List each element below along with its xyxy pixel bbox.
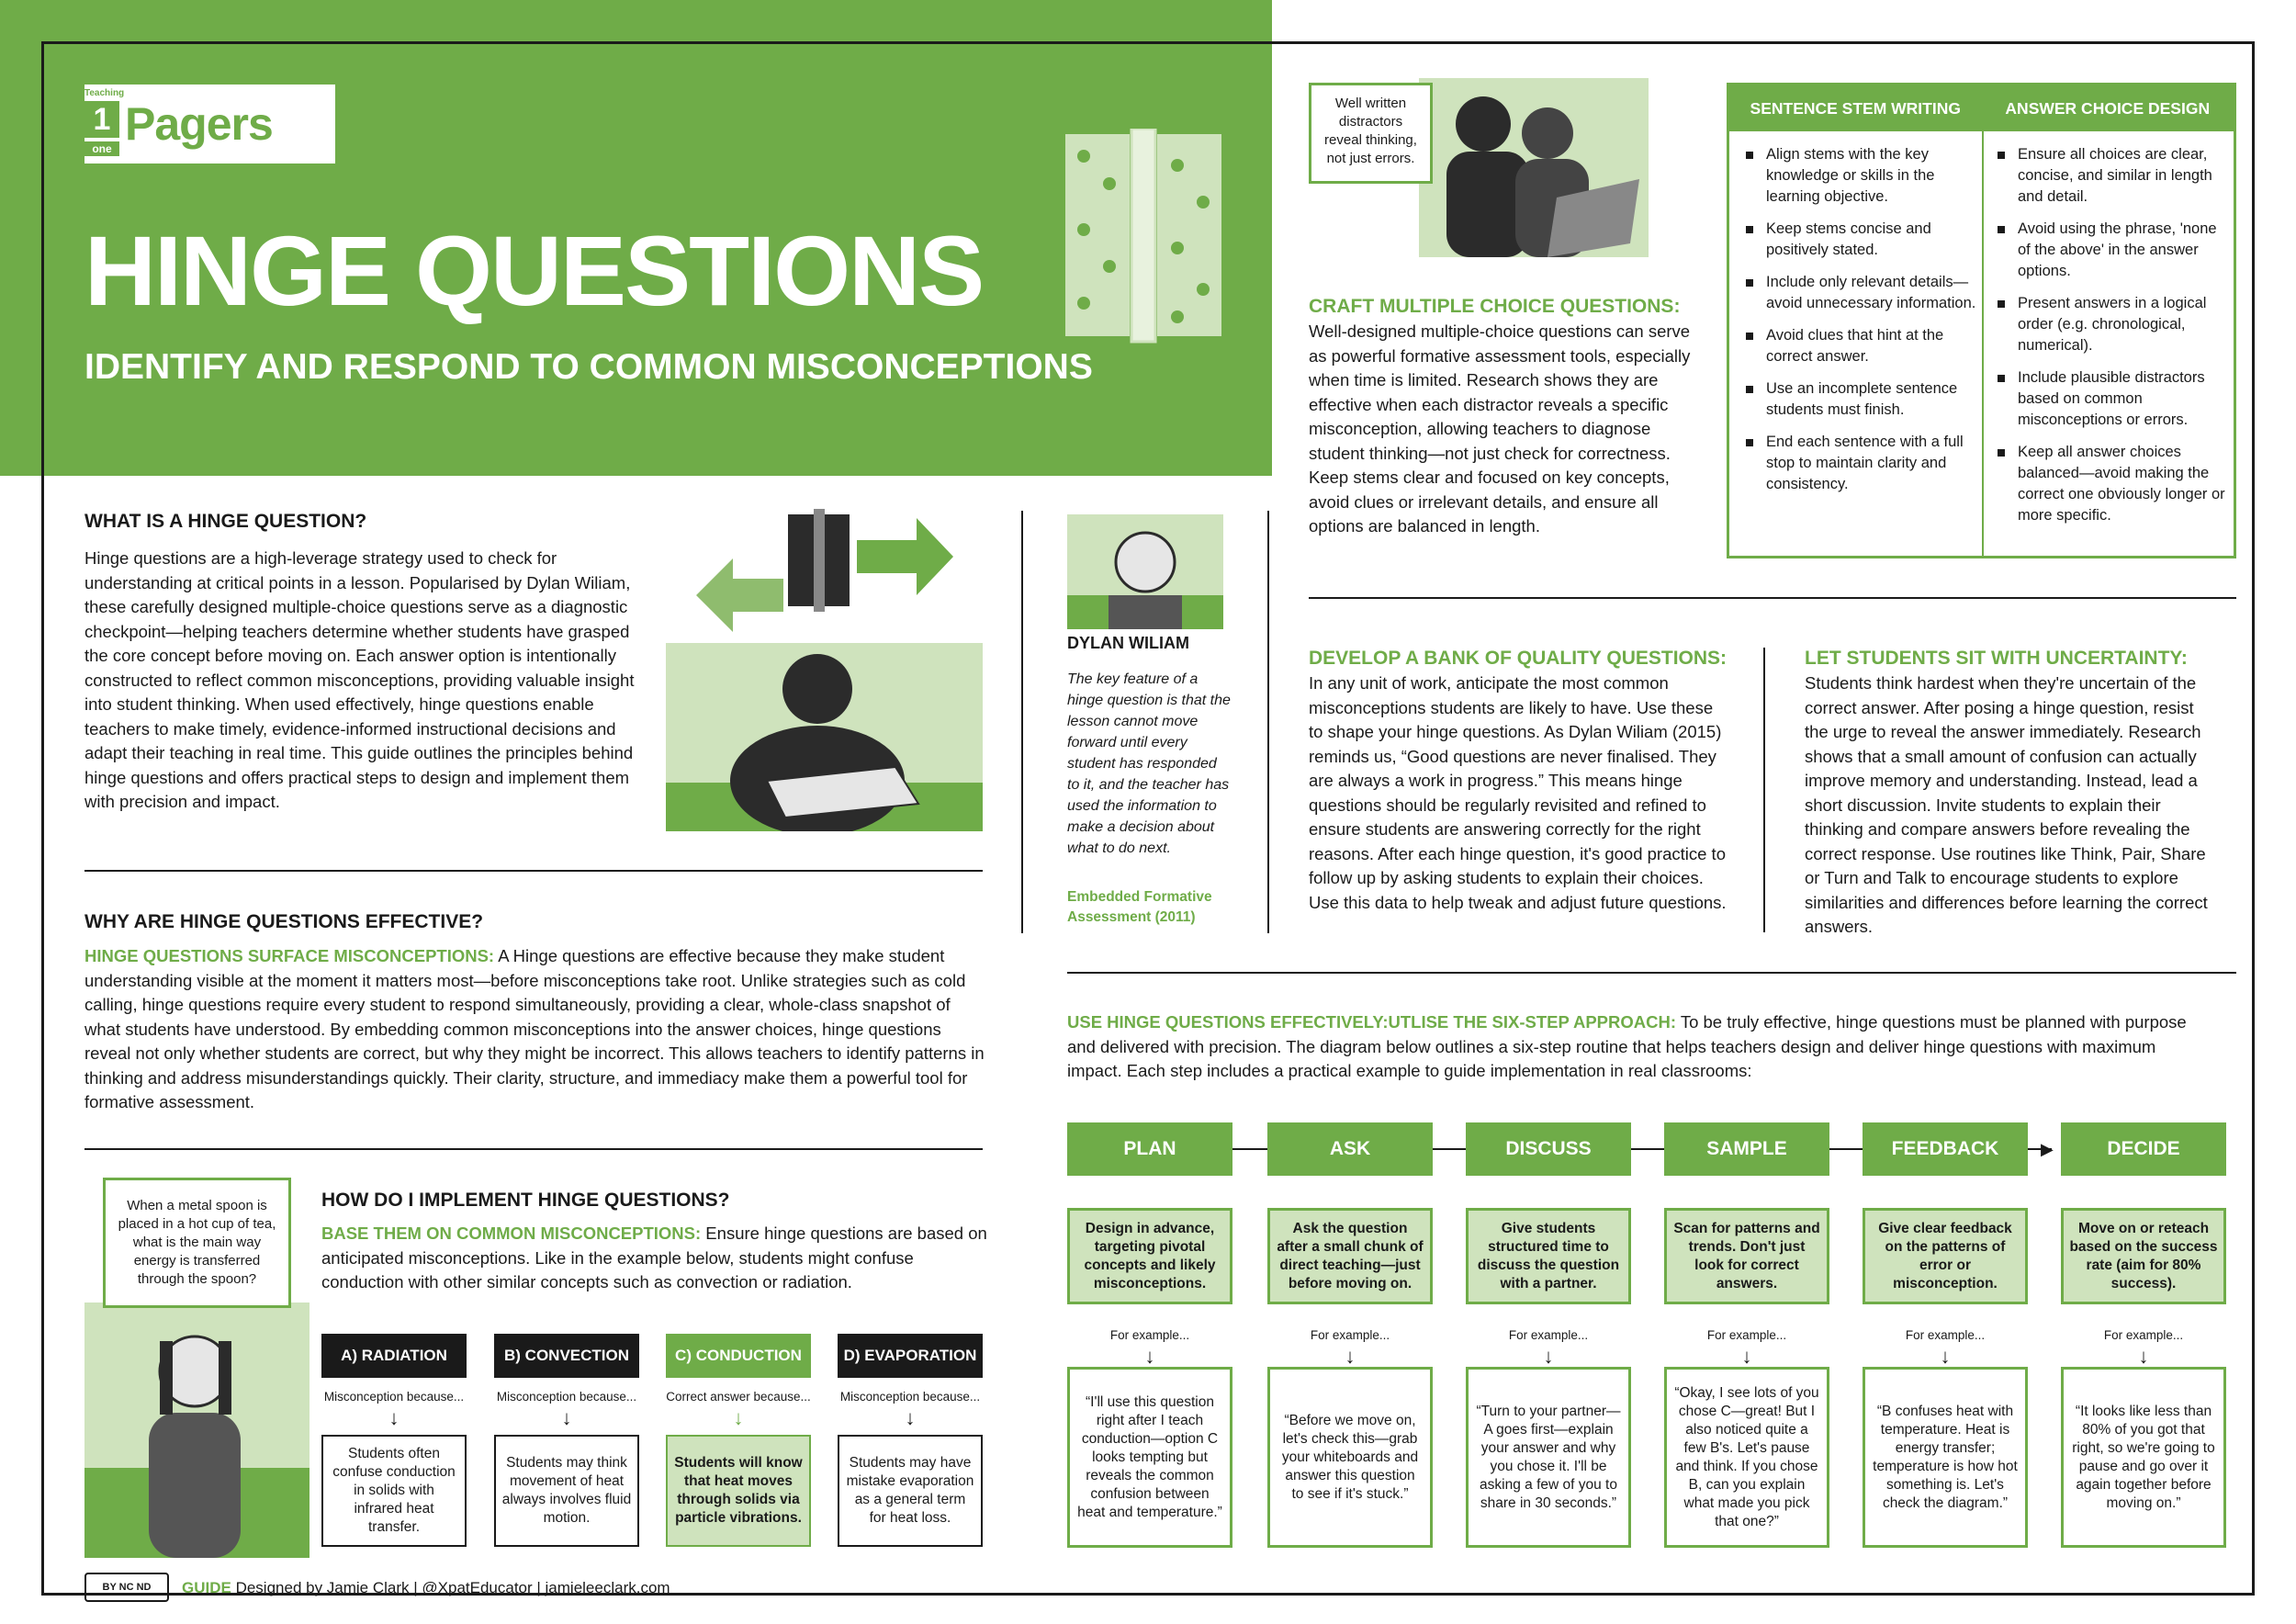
list-item: Avoid using the phrase, 'none of the above' in the answer options. [1988,219,2229,282]
teachingonepagers-logo [84,85,335,164]
list-item: Include plausible distractors based on common misconceptions or errors. [1988,367,2229,431]
footer-guide-label: GUIDE [182,1579,231,1596]
dylan-source: Embedded Formative Assessment (2011) [1067,889,1212,925]
page-subtitle: IDENTIFY AND RESPOND TO COMMON MISCONCEPTIONS [84,347,1093,387]
vertical-divider [1267,511,1269,933]
uncertainty-body: Students think hardest when they're uncertain of the correct answer. After posing a hinge question, resist the urge to reveal the answer immediately. Research shows that a small amount of confusion can actually improve memory and understanding. Instead, lead a short discussion. Invite students to explain their thinking and compare answers before revealing the correct response. Use routines like Think, Pair, Share or Turn and Talk to encourage students to explore similarities and differences before learning the correct answers. [1805,673,2208,936]
bank-body: In any unit of work, anticipate the most common misconceptions students are likely to have. Use these to shape your hinge questions. As Dylan Wiliam (2015) reminds us, “Good questions are never finalised. They are always a work in progress.” This means hinge questions should be regularly revisited and refined to ensure students are answering correctly for the right reasons. After each hinge question, it's good practice to follow up by asking students to explain their choices. Use this data to help tweak and adjust future questions. [1309,673,1727,912]
craft-heading: CRAFT MULTIPLE CHOICE QUESTIONS: [1309,296,1681,317]
option-c-caption: Correct answer because... [666,1390,811,1404]
table-header-stem: SENTENCE STEM WRITING [1729,85,1982,131]
teacher-illustration [84,1303,310,1558]
vertical-divider [1021,511,1023,933]
step-description: Give students structured time to discuss the question with a partner. [1466,1208,1631,1304]
craft-body: Well-designed multiple-choice questions can serve as powerful formative assessment tools, especially when time is limited. Research shows they are effective when each distractor reveals a specific misconception, allowing teachers to diagnose student thinking—not just check for correctness. Keep stems clear and focused on key concepts, avoid clues or irrelevant details, and ensure all options are balanced in length. [1309,321,1691,536]
step-example: “B confuses heat with temperature. Heat is energy transfer; temperature is how hot something is. Let's check the diagram.” [1863,1367,2028,1548]
down-arrow-icon: ↓ [1144,1345,1155,1368]
option-b-explanation: Students may think movement of heat always involves fluid motion. [494,1435,639,1547]
step-caption: For example... [1310,1328,1390,1342]
divider [1309,597,2236,599]
option-c-explanation: Students will know that heat moves through solids via particle vibrations. [666,1435,811,1547]
six-step-lead: USE HINGE QUESTIONS EFFECTIVELY:UTLISE THE SIX-STEP APPROACH: [1067,1012,1677,1032]
six-step-text: To be truly effective, hinge questions must be planned with purpose and delivered with precision. The diagram below outlines a six-step routine that helps teachers design and deliver hinge questions with maximum impact. Each step includes a practical example to guide implementation in real classrooms: [1067,1012,2187,1080]
table-divider [1982,131,1984,556]
step-discuss: DISCUSS [1466,1122,1631,1176]
implement-body [321,1222,987,1295]
what-heading: WHAT IS A HINGE QUESTION? [84,511,367,532]
list-item: Keep stems concise and positively stated. [1737,219,1977,261]
step-feedback: FEEDBACK [1863,1122,2028,1176]
why-lead: HINGE QUESTIONS SURFACE MISCONCEPTIONS: [84,946,495,965]
implement-text: Ensure hinge questions are based on anticipated misconceptions. Like in the example below, students might confuse conduction with other similar concepts such as convection or radiation. [321,1224,987,1291]
step-caption: For example... [1706,1328,1787,1342]
divider [84,1148,983,1150]
hinge-illustration [1065,129,1231,349]
list-item: Use an incomplete sentence students must finish. [1737,378,1977,421]
why-body [84,944,985,1115]
step-connector [1232,1148,1267,1150]
step-connector [1433,1148,1466,1150]
down-arrow-icon: ↓ [388,1406,400,1429]
couple-laptop-illustration [1419,78,1649,257]
what-body: Hinge questions are a high-leverage strategy used to check for understanding at critical points in a lesson. Popularised by Dylan Wiliam, these carefully designed multiple-choice questions serve as a diagnostic checkpoint—helping teachers determine whether students have grasped the core concept before moving on. Each answer option is intentionally constructed to reflect common misconceptions, providing valuable insight into student thinking. When used effectively, hinge questions enable teachers to make timely, evidence-informed instructional decisions and adapt their teaching in real time. This guide outlines the principles behind hinge questions and offers practical steps to design and implement them with precision and impact. [84,548,635,811]
option-d-caption: Misconception because... [839,1390,981,1404]
stem-writing-list [1737,144,1977,506]
table-header-choice: ANSWER CHOICE DESIGN [1982,85,2234,131]
list-item: Avoid clues that hint at the correct answer. [1737,325,1977,367]
step-example: “I'll use this question right after I teach conduction—option C looks tempting but reveals the common confusion between heat and temperature.” [1067,1367,1232,1548]
list-item: Present answers in a logical order (e.g. chronological, numerical). [1988,293,2229,356]
arrow-right-icon: ▶ [2041,1140,2054,1158]
step-caption: For example... [1109,1328,1190,1342]
down-arrow-icon: ↓ [1940,1345,1951,1368]
option-b-label: B) CONVECTION [494,1334,639,1378]
step-caption: For example... [1905,1328,1986,1342]
down-arrow-icon: ↓ [561,1406,572,1429]
step-connector [1631,1148,1664,1150]
step-description: Scan for patterns and trends. Don't just look for correct answers. [1664,1208,1829,1304]
dylan-name: DYLAN WILIAM [1067,634,1189,652]
list-item: Align stems with the key knowledge or skills in the learning objective. [1737,144,1977,208]
option-a-explanation: Students often confuse conduction in solids with infrared heat transfer. [321,1435,467,1547]
footer-credit [182,1579,670,1597]
logo-teaching-text: Teaching [84,88,125,98]
list-item: End each sentence with a full stop to maintain clarity and consistency. [1737,432,1977,495]
option-a-caption: Misconception because... [323,1390,465,1404]
implement-heading: HOW DO I IMPLEMENT HINGE QUESTIONS? [321,1190,730,1211]
cc-license-badge: BY NC ND [84,1573,169,1602]
step-description: Give clear feedback on the patterns of error or misconception. [1863,1208,2028,1304]
step-example: “Turn to your partner—A goes first—explain your answer and why you chose it. I'll be asking a few of you to share in 30 seconds.” [1466,1367,1631,1548]
list-item: Keep all answer choices balanced—avoid making the correct one obviously longer or more specific. [1988,442,2229,526]
step-example: “Okay, I see lots of you chose C—great! But I also noticed quite a few B's. Let's pause and think. If you chose B, can you explain what made you pick that one?” [1664,1367,1829,1548]
step-ask: ASK [1267,1122,1433,1176]
step-description: Design in advance, targeting pivotal concepts and likely misconceptions. [1067,1208,1232,1304]
step-example: “Before we move on, let's check this—grab your whiteboards and answer this question to see if it's stuck.” [1267,1367,1433,1548]
six-step-intro [1067,1010,2215,1084]
question-design-table [1727,83,2236,558]
list-item: Include only relevant details—avoid unnecessary information. [1737,272,1977,314]
logo-number-box: 1 [84,101,119,138]
why-text: A Hinge questions are effective because they make student understanding visible at the moment it matters most—before misconceptions take root. Unlike strategies such as cold calling, hinge questions require every student to respond simultaneously, providing a clear, whole-class snapshot of what students have understood. By embedding common misconceptions into the answer choices, hinge questions reveal not only whether students are correct, but why they might be incorrect. This allows teachers to identify patterns in thinking and address misunderstandings quickly. Their clarity, structure, and immediacy make them a powerful tool for formative assessment. [84,946,985,1111]
down-arrow-icon: ↓ [2138,1345,2149,1368]
page-title: HINGE QUESTIONS [84,215,984,326]
option-d-label: D) EVAPORATION [838,1334,983,1378]
question-speech-bubble: When a metal spoon is placed in a hot cup of tea, what is the main way energy is transferred through the spoon? [103,1178,291,1308]
down-arrow-icon: ↓ [905,1406,916,1429]
vertical-divider [1763,648,1765,932]
hinge-arrows-illustration [696,503,953,632]
divider [84,870,983,872]
logo-one-text: one [84,141,119,156]
option-b-caption: Misconception because... [496,1390,637,1404]
step-caption: For example... [2103,1328,2184,1342]
logo-pagers-text: Pagers [125,98,273,150]
down-arrow-icon: ↓ [1345,1345,1356,1368]
step-example: “It looks like less than 80% of you got that right, so we're going to pause and go over it again together before moving on.” [2061,1367,2226,1548]
down-arrow-icon: ↓ [1741,1345,1752,1368]
list-item: Ensure all choices are clear, concise, and similar in length and detail. [1988,144,2229,208]
uncertainty-heading: LET STUDENTS SIT WITH UNCERTAINTY: [1805,648,2188,669]
down-arrow-icon: ↓ [1543,1345,1554,1368]
divider [1067,972,2236,974]
step-plan: PLAN [1067,1122,1232,1176]
down-arrow-icon: ↓ [733,1406,744,1429]
student-thinking-illustration [666,643,983,831]
dylan-wiliam-portrait [1067,514,1223,629]
distractors-speech-bubble: Well written distractors reveal thinking, not just errors. [1309,83,1433,184]
option-a-label: A) RADIATION [321,1334,467,1378]
option-d-explanation: Students may have mistake evaporation as a general term for heat loss. [838,1435,983,1547]
dylan-quote: The key feature of a hinge question is that the lesson cannot move forward until every student has responded to it, and the teacher has used the information to make a decision about what to do next. [1067,671,1231,856]
step-description: Move on or reteach based on the success rate (aim for 80% success). [2061,1208,2226,1304]
step-caption: For example... [1508,1328,1589,1342]
option-c-label: C) CONDUCTION [666,1334,811,1378]
answer-design-list [1988,144,2229,537]
bank-heading: DEVELOP A BANK OF QUALITY QUESTIONS: [1309,648,1728,669]
footer-designer: Designed by Jamie Clark | @XpatEducator | jamieleeclark.com [231,1579,670,1596]
step-connector [1829,1148,1863,1150]
step-sample: SAMPLE [1664,1122,1829,1176]
why-heading: WHY ARE HINGE QUESTIONS EFFECTIVE? [84,911,484,932]
step-description: Ask the question after a small chunk of direct teaching—just before moving on. [1267,1208,1433,1304]
implement-lead: BASE THEM ON COMMON MISCONCEPTIONS: [321,1224,702,1243]
step-decide: DECIDE [2061,1122,2226,1176]
